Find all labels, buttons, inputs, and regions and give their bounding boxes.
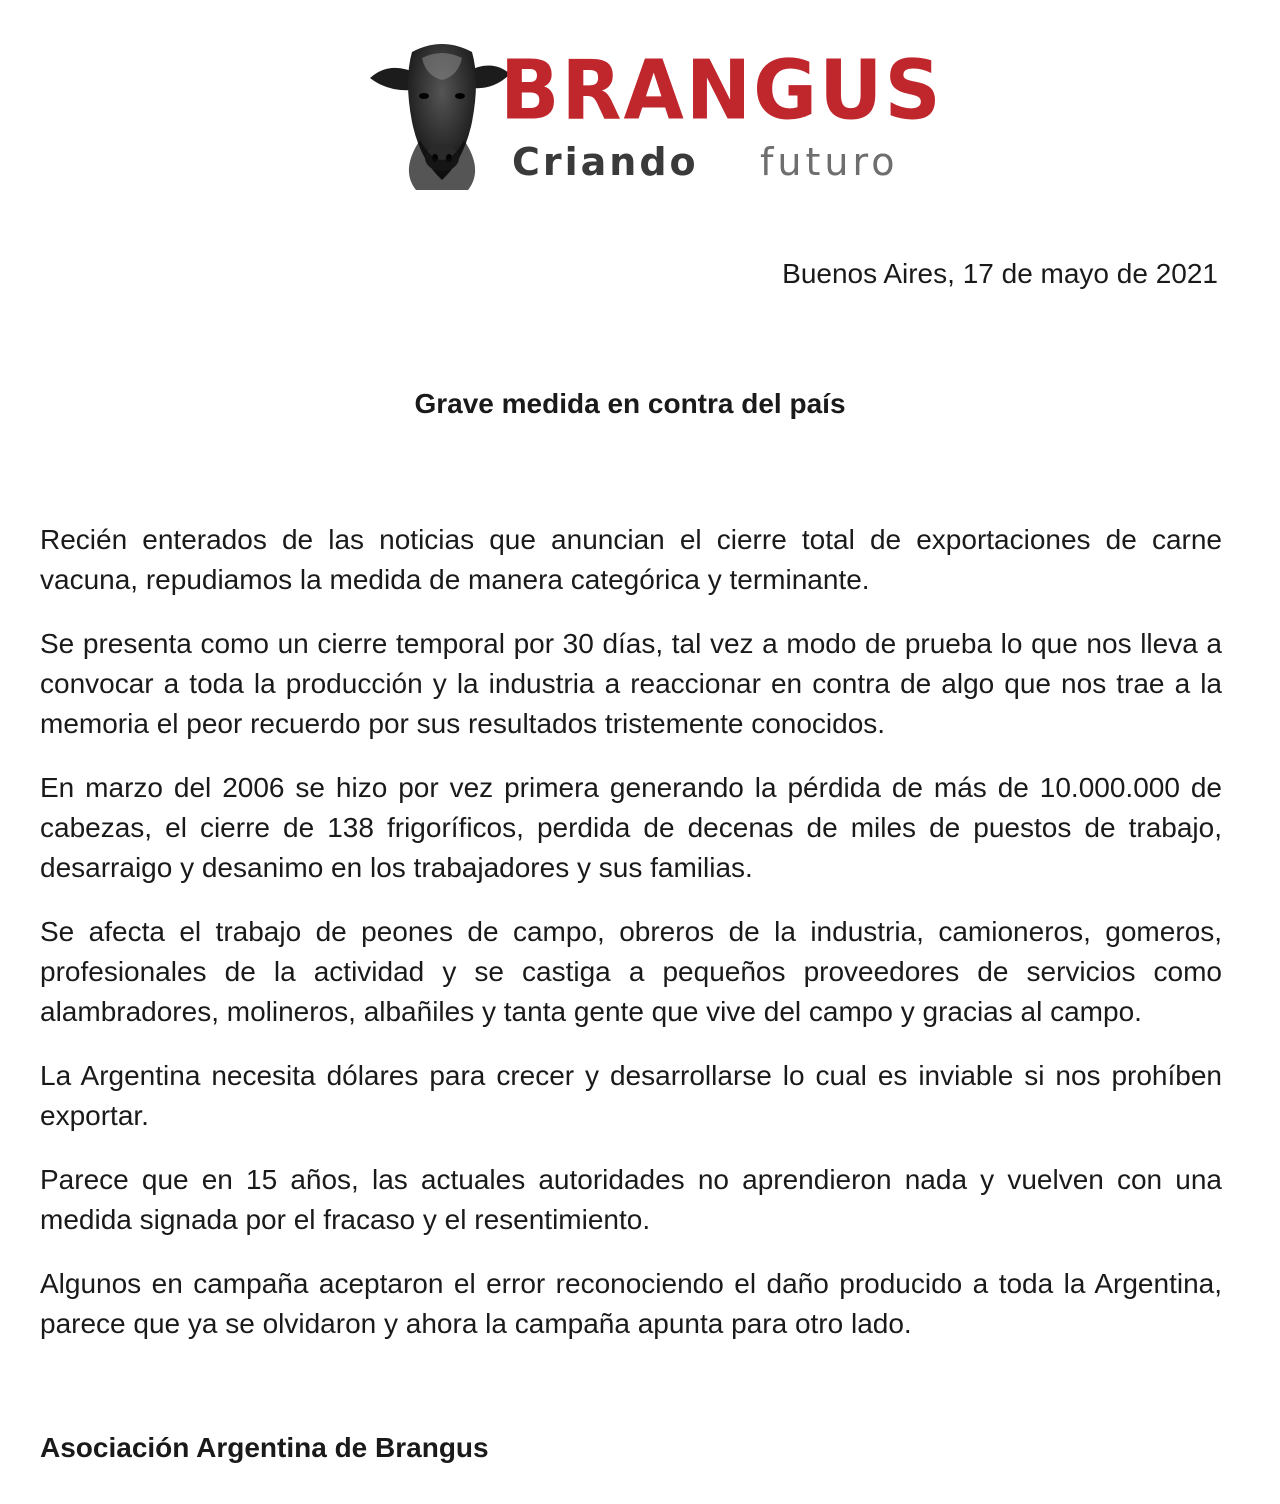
paragraph: Se afecta el trabajo de peones de campo, obreros de la industria, camioneros, gomeros, profesionales de la actividad y se castiga a pequeños proveedores de servicios como alambradores, molineros, albañiles y tanta gente que vive del campo y gracias al campo. (40, 916, 1222, 1027)
brand-wordmark: BRANGUS (500, 43, 943, 139)
letter-body (40, 520, 1222, 1368)
brangus-logo (360, 30, 943, 190)
paragraph: Algunos en campaña aceptaron el error reconociendo el daño producido a toda la Argentina, parece que ya se olvidaron y ahora la campaña apunta para otro lado. (40, 1268, 1222, 1339)
letter-title: Grave medida en contra del país (414, 388, 846, 419)
tagline-right: futuro (760, 140, 899, 184)
paragraph: Se presenta como un cierre temporal por 30 días, tal vez a modo de prueba lo que nos lleva a convocar a toda la producción y la industria a reaccionar en contra de algo que nos trae a la memoria el peor recuerdo por sus resultados tristemente conocidos. (40, 628, 1222, 739)
letter-date: Buenos Aires, 17 de mayo de 2021 (782, 258, 1218, 289)
signature: Asociación Argentina de Brangus (40, 1432, 489, 1463)
paragraph: Recién enterados de las noticias que anuncian el cierre total de exportaciones de carne vacuna, repudiamos la medida de manera categórica y terminante. (40, 524, 1222, 595)
tagline-left: Criando (512, 140, 699, 184)
paragraph: Parece que en 15 años, las actuales autoridades no aprendieron nada y vuelven con una medida signada por el fracaso y el resentimiento. (40, 1164, 1222, 1235)
bull-head-icon (360, 30, 520, 190)
paragraph: La Argentina necesita dólares para crecer y desarrollarse lo cual es inviable si nos prohíben exportar. (40, 1060, 1222, 1131)
paragraph: En marzo del 2006 se hizo por vez primera generando la pérdida de más de 10.000.000 de cabezas, el cierre de 138 frigoríficos, perdida de decenas de miles de puestos de trabajo, desarraigo y desanimo en los trabajadores y sus familias. (40, 772, 1222, 883)
